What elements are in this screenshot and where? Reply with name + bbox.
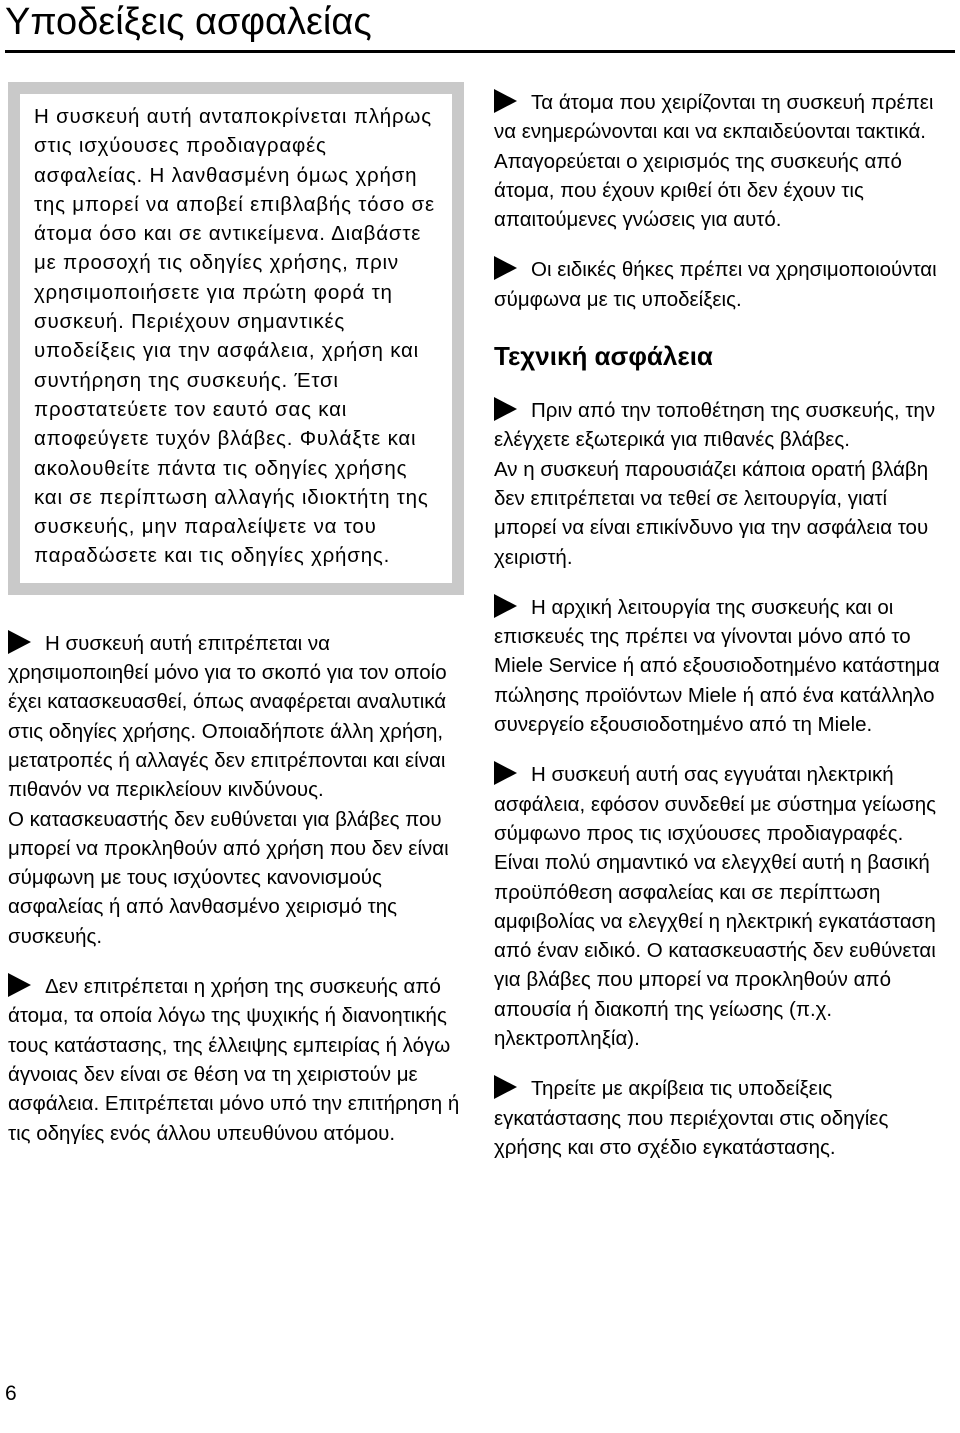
bullet-arrow-icon [494, 256, 517, 280]
list-item-text [494, 760, 946, 1053]
page-title: Υποδείξεις ασφαλείας [5, 1, 372, 43]
list-item-body: Τα άτομα που χειρίζονται τη συσκευή πρέπει να ενημερώνονται και να εκπαιδεύονται τακτικά. Απαγορεύεται ο χειρισμός της συσκευής από άτομα, που έχουν κριθεί ότι δεν έχουν τις απαιτούμενες γνώσεις για αυτό. [494, 91, 934, 232]
bullet-arrow-icon [494, 761, 517, 785]
list-item-text [8, 972, 470, 1148]
title-divider [5, 50, 955, 53]
list-item [494, 88, 946, 234]
list-item [8, 629, 470, 951]
list-item-body: Πριν από την τοποθέτηση της συσκευής, την ελέγχετε εξωτερικά για πιθανές βλάβες. [494, 399, 936, 452]
bullet-arrow-icon [8, 630, 31, 654]
list-item-continuation: Αν η συσκευή παρουσιάζει κάποια ορατή βλάβη δεν επιτρέπεται να τεθεί σε λειτουργία, γιατί μπορεί να είναι επικίνδυνο για την ασφάλεια του χειριστή. [494, 457, 929, 569]
list-item [494, 255, 946, 314]
list-item-body: Οι ειδικές θήκες πρέπει να χρησιμοποιούνται σύμφωνα με τις υποδείξεις. [494, 258, 937, 311]
list-item [8, 972, 470, 1148]
list-item [494, 396, 946, 572]
right-column [494, 88, 946, 1183]
list-item-continuation: Ο κατασκευαστής δεν ευθύνεται για βλάβες που μπορεί να προκληθούν από χρήση που δεν είναι σύμφωνη με τους ισχύοντες κανονισμούς ασφαλείας ή από λανθασμένο χειρισμό της συσκευής. [8, 807, 449, 948]
list-item-text [494, 593, 946, 739]
list-item-text [494, 396, 946, 455]
section-heading-technical-safety: Τεχνική ασφάλεια [494, 341, 713, 372]
list-item-text [8, 629, 470, 805]
safety-notice-box [8, 82, 464, 595]
list-item-body: Η αρχική λειτουργία της συσκευής και οι επισκευές της πρέπει να γίνονται μόνο από το Miele Service ή από εξουσιοδοτημένο κατάστημα πώλησης προϊόντων Miele ή από ένα κατάλληλο συνεργείο εξουσιοδοτημένο από τη Miele. [494, 595, 940, 737]
bullet-arrow-icon [494, 1075, 517, 1099]
list-item [494, 593, 946, 739]
list-item [494, 1074, 946, 1162]
list-item-text [494, 1074, 946, 1162]
bullet-arrow-icon [494, 89, 517, 113]
list-item-body: Η συσκευή αυτή σας εγγυάται ηλεκτρική ασφάλεια, εφόσον συνδεθεί με σύστημα γείωσης σύμφωνο προς τις ισχύουσες προδιαγραφές. Είναι πολύ σημαντικό να ελεγχθεί αυτή η βασική προϋπόθεση ασφαλείας και σε περίπτωση αμφιβολίας να ελεγχθεί η ηλεκτρική εγκατάσταση από έναν ειδικό. Ο κατασκευαστής δεν ευθύνεται για βλάβες που μπορεί να προκληθούν από απουσία ή διακοπή της γείωσης (π.χ. ηλεκτροπληξία). [494, 763, 937, 1051]
page-number: 6 [5, 1382, 17, 1405]
list-item-text [494, 255, 946, 314]
list-item-body: Η συσκευή αυτή επιτρέπεται να χρησιμοποιηθεί μόνο για το σκοπό για τον οποίο έχει κατασκευασθεί, όπως αναφέρεται αναλυτικά στις οδηγίες χρήσης. Οποιαδήποτε άλλη χρήση, μετατροπές ή αλλαγές δεν επιτρέπονται και είναι πιθανόν να περικλείουν κινδύνους. [8, 631, 447, 802]
list-item [494, 760, 946, 1053]
bullet-arrow-icon [494, 397, 517, 421]
safety-notice-text: Η συσκευή αυτή ανταποκρίνεται πλήρως στις ισχύουσες προδιαγραφές ασφαλείας. Η λανθασμένη όμως χρήση της μπορεί να αποβεί επιβλαβής τόσο σε άτομα όσο και σε αντικείμενα. Διαβάστε με προσοχή τις οδηγίες χρήσης, πριν χρησιμοποιήσετε για πρώτη φορά τη συσκευή. Περιέχουν σημαντικές υποδείξεις για την ασφάλεια, χρήση και συντήρηση της συσκευής. Έτσι προστατεύετε τον εαυτό σας και αποφεύγετε τυχόν βλάβες. Φυλάξτε και ακολουθείτε πάντα τις οδηγίες χρήσης και σε περίπτωση αλλαγής ιδιοκτήτη της συσκευής, μην παραλείψετε να του παραδώσετε και τις οδηγίες χρήσης. [34, 105, 435, 568]
left-column [8, 82, 470, 1169]
list-item-body: Τηρείτε με ακρίβεια τις υποδείξεις εγκατάστασης που περιέχονται στις οδηγίες χρήσης και στο σχέδιο εγκατάστασης. [494, 1077, 889, 1159]
bullet-arrow-icon [8, 973, 31, 997]
list-item-text [494, 88, 946, 234]
list-item-body: Δεν επιτρέπεται η χρήση της συσκευής από άτομα, τα οποία λόγω της ψυχικής ή διανοητικής τους κατάστασης, της έλλειψης εμπειρίας ή λόγω άγνοιας δεν είναι σε θέση να τη χειριστούν με ασφάλεια. Επιτρέπεται μόνο υπό την επιτήρηση ή τις οδηγίες ενός άλλου υπευθύνου ατόμου. [8, 975, 460, 1145]
bullet-arrow-icon [494, 594, 517, 618]
